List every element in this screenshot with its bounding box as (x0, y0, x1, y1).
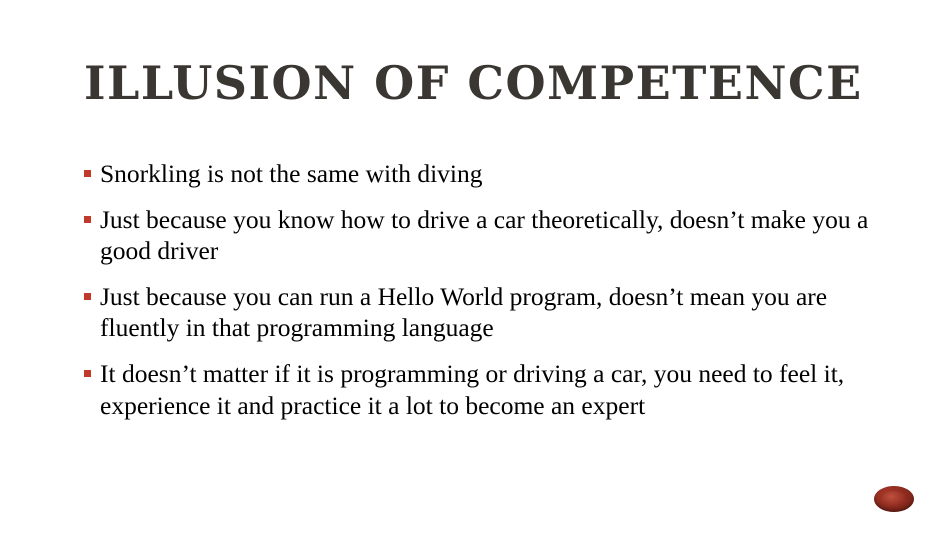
list-item-text: Just because you know how to drive a car theoretically, doesn’t make you a good driver (100, 204, 869, 266)
list-item-text: Just because you can run a Hello World program, doesn’t mean you are fluently in that programming language (100, 281, 828, 343)
list-item (84, 158, 884, 190)
page-title: ILLUSION OF COMPETENCE (84, 56, 863, 110)
list-item-text: It doesn’t matter if it is programming or driving a car, you need to feel it, experience it and practice it a lot to become an expert (100, 359, 845, 420)
bullet-marker-icon (84, 370, 91, 377)
bullet-marker-icon (84, 170, 91, 177)
seal-decoration-icon (874, 486, 914, 512)
bullet-marker-icon (84, 293, 91, 300)
bullet-list (84, 158, 884, 435)
list-item (84, 281, 884, 344)
list-item (84, 204, 884, 267)
list-item (84, 358, 884, 421)
list-item-text: Snorkling is not the same with diving (100, 159, 483, 188)
bullet-marker-icon (84, 216, 91, 223)
seal-inner-ring (881, 491, 907, 507)
